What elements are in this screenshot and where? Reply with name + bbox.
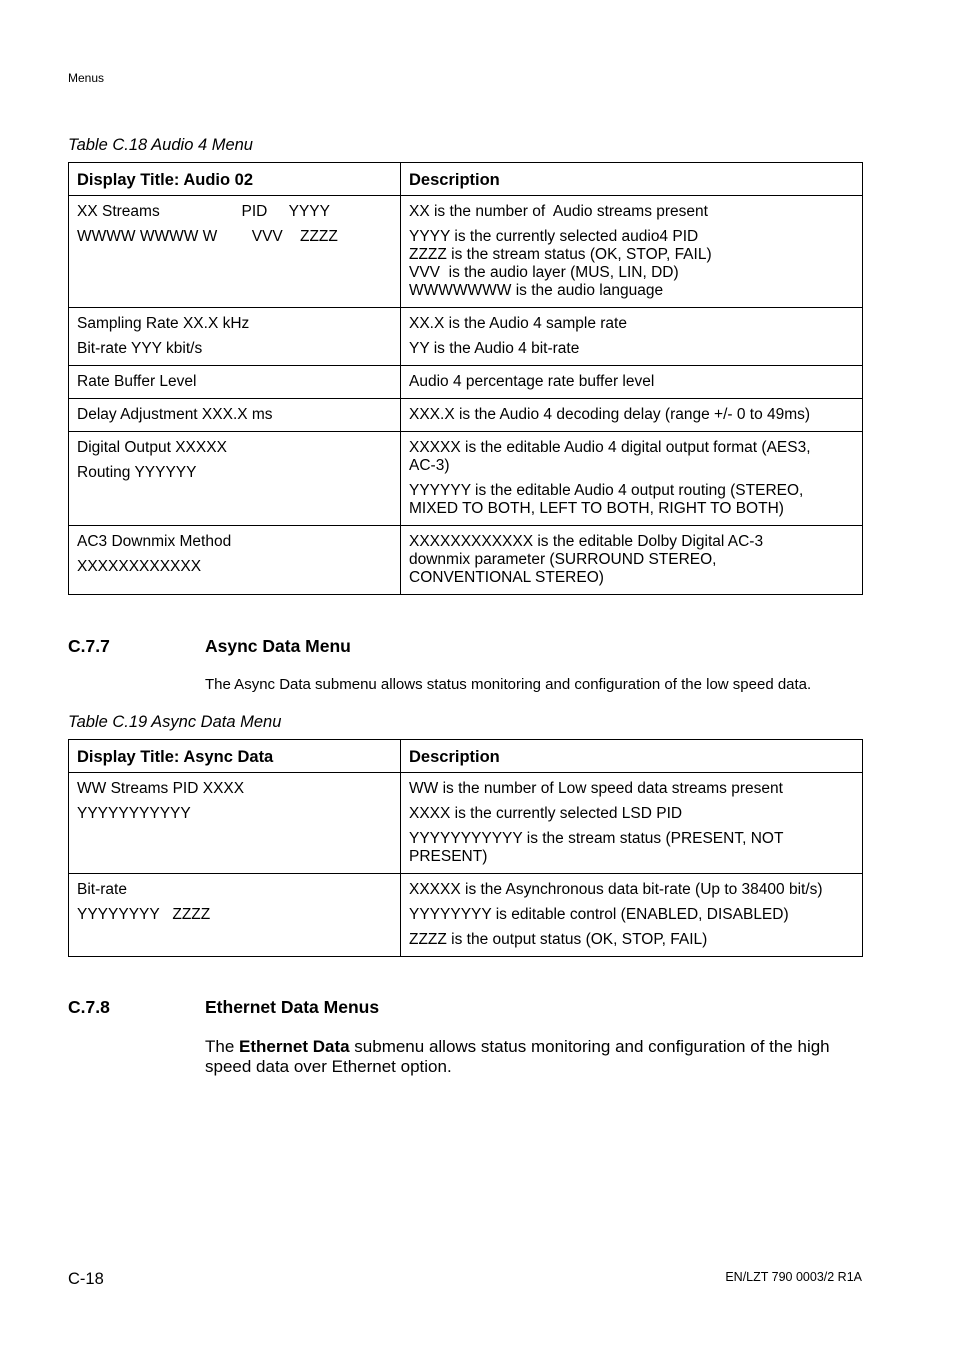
table-row (69, 526, 863, 595)
section-title: Async Data Menu (205, 636, 351, 656)
table-row (69, 308, 863, 366)
display-line: Routing YYYYYY (77, 464, 197, 481)
page-number: C-18 (68, 1270, 104, 1288)
description-line: WW is the number of Low speed data streams present (409, 780, 783, 797)
body-bold-term: Ethernet Data (239, 1037, 350, 1056)
col-header-display-title: Display Title: Audio 02 (69, 163, 401, 196)
section-body: The Async Data submenu allows status monitoring and configuration of the low speed data. (205, 676, 812, 693)
display-cell (69, 432, 401, 526)
display-line: XXXXXXXXXXXX (77, 558, 202, 575)
description-cell (401, 308, 863, 366)
display-line: Bit-rate YYY kbit/s (77, 340, 203, 357)
description-cell (401, 196, 863, 308)
table-c18 (68, 162, 863, 595)
display-line: Rate Buffer Level (77, 373, 197, 390)
display-line: Bit-rate (77, 881, 127, 898)
display-line: AC3 Downmix Method (77, 533, 232, 550)
description-line: XX.X is the Audio 4 sample rate (409, 315, 627, 332)
description-line: XXX.X is the Audio 4 decoding delay (range +/- 0 to 49ms) (409, 406, 811, 423)
col-header-display-title: Display Title: Async Data (69, 740, 401, 773)
display-cell (69, 308, 401, 366)
body-text: submenu allows status monitoring and configuration of the high speed data over Ethernet option. (205, 1037, 830, 1076)
display-line: Sampling Rate XX.X kHz (77, 315, 250, 332)
display-cell (69, 874, 401, 957)
description-line: XXXXX is the editable Audio 4 digital output format (AES3, AC-3) (409, 439, 811, 474)
running-header: Menus (68, 71, 105, 85)
section-title: Ethernet Data Menus (205, 997, 380, 1017)
display-cell (69, 773, 401, 874)
section-number: C.7.7 (68, 636, 110, 656)
display-line: Digital Output XXXXX (77, 439, 227, 456)
section-body (205, 1037, 865, 1077)
description-line: YYYYYY is the editable Audio 4 output routing (STEREO, MIXED TO BOTH, LEFT TO BOTH, RIGHT TO BOTH) (409, 482, 804, 517)
table-row (69, 366, 863, 399)
description-line: ZZZZ is the output status (OK, STOP, FAIL) (409, 931, 708, 948)
table-header-row (69, 740, 863, 773)
table-c19 (68, 739, 863, 957)
table-row (69, 196, 863, 308)
body-text: The (205, 1037, 240, 1056)
section-number: C.7.8 (68, 997, 110, 1017)
display-cell (69, 399, 401, 432)
description-cell (401, 366, 863, 399)
description-line: YYYYYYYY is editable control (ENABLED, DISABLED) (409, 906, 789, 923)
display-line: YYYYYYYYYYY (77, 805, 191, 822)
display-cell (69, 366, 401, 399)
col-header-description: Description (401, 740, 863, 773)
table-c19-caption: Table C.19 Async Data Menu (68, 713, 282, 731)
table-row (69, 773, 863, 874)
description-line: YYYYYYYYYYY is the stream status (PRESENT, NOT PRESENT) (409, 830, 784, 865)
col-header-description: Description (401, 163, 863, 196)
table-row (69, 399, 863, 432)
description-line: XX is the number of Audio streams present (409, 203, 708, 220)
description-cell (401, 874, 863, 957)
description-line: YY is the Audio 4 bit-rate (409, 340, 580, 357)
description-line: XXXXX is the Asynchronous data bit-rate (Up to 38400 bit/s) (409, 881, 823, 898)
table-c18-caption: Table C.18 Audio 4 Menu (68, 136, 253, 154)
display-line: XX Streams PID YYYY (77, 203, 330, 220)
description-line: Audio 4 percentage rate buffer level (409, 373, 655, 390)
display-cell (69, 196, 401, 308)
description-line: XXXX is the currently selected LSD PID (409, 805, 683, 822)
description-line: XXXXXXXXXXXX is the editable Dolby Digital AC-3 downmix parameter (SURROUND STEREO, CONVENTIONAL STEREO) (409, 533, 764, 586)
document-id: EN/LZT 790 0003/2 R1A (725, 1270, 862, 1284)
display-line: Delay Adjustment XXX.X ms (77, 406, 273, 423)
display-line: WW Streams PID XXXX (77, 780, 245, 797)
display-line: WWWW WWWW W VVV ZZZZ (77, 228, 338, 245)
display-cell (69, 526, 401, 595)
display-line: YYYYYYYY ZZZZ (77, 906, 211, 923)
description-line: YYYY is the currently selected audio4 PID ZZZZ is the stream status (OK, STOP, FAIL) VVV is the audio layer (MUS, LIN, DD) WWWWWWW is the audio language (409, 228, 712, 299)
description-cell (401, 432, 863, 526)
table-row (69, 874, 863, 957)
table-header-row (69, 163, 863, 196)
description-cell (401, 526, 863, 595)
description-cell (401, 399, 863, 432)
description-cell (401, 773, 863, 874)
table-row (69, 432, 863, 526)
